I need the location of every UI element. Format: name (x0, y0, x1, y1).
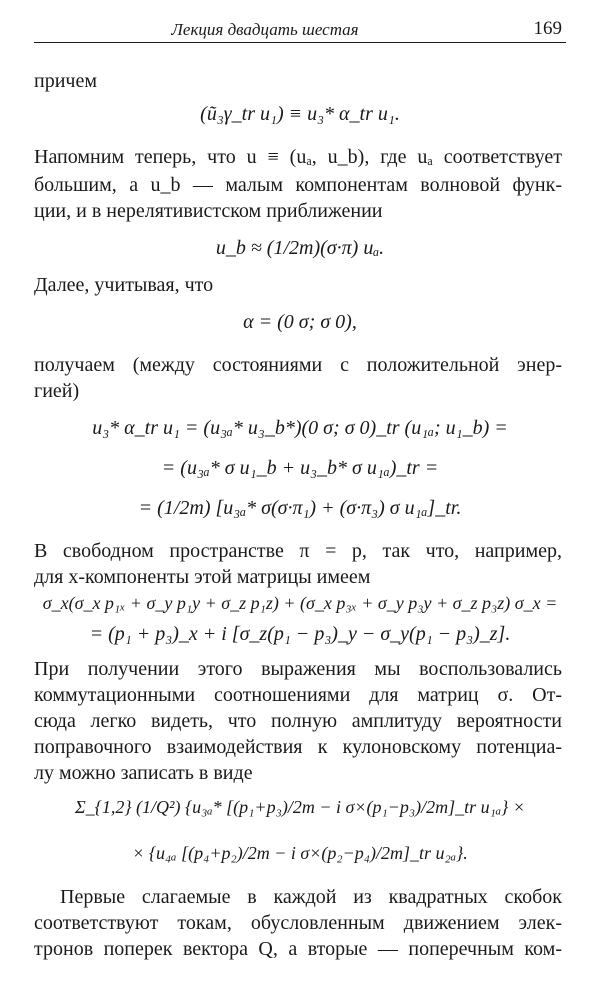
formula-2-text: u_b ≈ (1/2m)(σ·π) uₐ. (215, 237, 385, 259)
formula-4a (0, 408, 600, 448)
text-line: сюда легко видеть, что полную амплитуду вероятности (34, 710, 562, 732)
formula-1-text: (ũ₃γ_tr u₁) ≡ u₃* α_tr u₁. (200, 103, 400, 125)
page-number: 169 (533, 18, 562, 39)
formula-6a (0, 786, 600, 826)
formula-6a-text: Σ_{1,2} (1/Q²) {u₃ₐ* [(p₁+p₃)/2m − i σ×(p₁−p₃)/2m]_tr u₁ₐ} × (74, 797, 526, 817)
formula-3-text: α = (0 σ; σ 0), (243, 311, 357, 333)
text-line: При получении этого выражения мы воспользовались (34, 658, 562, 680)
formula-4b-text: = (u₃ₐ* σ u₁_b + u₃_b* σ u₁ₐ)_tr = (161, 457, 439, 479)
formula-1 (0, 96, 600, 136)
text-line: ции, и в нерелятивистском приближении (34, 200, 383, 222)
formula-4c-text: = (1/2m) [u₃ₐ* σ(σ·π₁) + (σ·π₃) σ u₁ₐ]_tr. (138, 497, 462, 519)
formula-5b-text: = (p₁ + p₃)_x + i [σ_z(p₁ − p₃)_y − σ_y(p₁ − p₃)_z]. (89, 623, 511, 645)
text-line: В свободном пространстве π = p, так что, например, (34, 540, 562, 562)
formula-6b-text: × {u₄ₐ [(p₄+p₂)/2m − i σ×(p₂−p₄)/2m]_tr u₂ₐ}. (132, 843, 468, 863)
text-line: соответствуют токам, обусловленным движением элек- (34, 912, 562, 934)
formula-6b (0, 836, 600, 876)
formula-5b (0, 620, 600, 660)
text-line: для x-компоненты этой матрицы имеем (34, 566, 371, 588)
text-line: тронов поперек вектора Q, а вторые — поперечным ком- (34, 938, 562, 960)
text-line: Первые слагаемые в каждой из квадратных скобок (60, 886, 562, 908)
text-line: гией) (34, 380, 80, 402)
text-line: Далее, учитывая, что (34, 274, 214, 296)
formula-5a-text: σ_x(σ_x p₁ₓ + σ_y p₁y + σ_z p₁z) + (σ_x p₃ₓ + σ_y p₃y + σ_z p₃z) σ_x = (42, 593, 558, 613)
text-line: поправочного взаимодействия к кулоновскому потенциа- (34, 736, 562, 758)
formula-3 (0, 302, 600, 342)
running-title: Лекция двадцать шестая (171, 20, 359, 39)
text-line: причем (34, 70, 97, 92)
text-line: получаем (между состояниями с положительной энер- (34, 354, 562, 376)
text-line: коммутационными соотношениями для матриц σ. От- (34, 684, 562, 706)
running-header (34, 16, 566, 43)
text-line: большим, а u_b — малым компонентам волновой функ- (34, 174, 562, 196)
text-line: лу можно записать в виде (34, 762, 253, 784)
formula-4a-text: u₃* α_tr u₁ = (u₃ₐ* u₃_b*)(0 σ; σ 0)_tr (u₁ₐ; u₁_b) = (92, 417, 508, 439)
formula-4c (0, 488, 600, 528)
formula-2 (0, 226, 600, 266)
formula-4b (0, 452, 600, 492)
text-line: Напомним теперь, что u ≡ (uₐ, u_b), где uₐ соответствует (34, 146, 562, 168)
